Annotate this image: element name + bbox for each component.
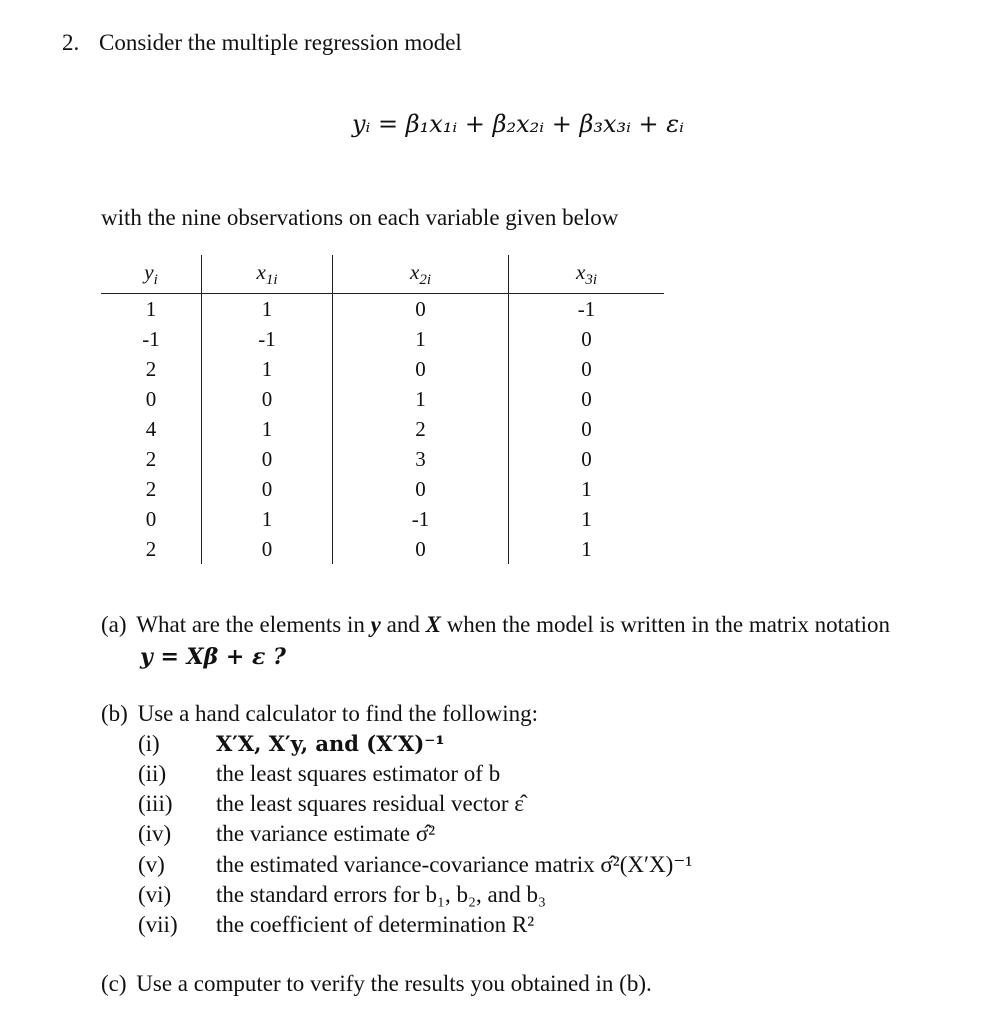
list-item-number: (iv) xyxy=(138,821,172,846)
table-row: -1 -1 1 0 xyxy=(101,324,664,354)
part-a-text-2: when the model is written in the matrix notation xyxy=(446,612,890,637)
list-item-number: (iii) xyxy=(138,791,173,816)
table-row: 2 0 3 0 xyxy=(101,444,664,474)
table-row: 4 1 2 0 xyxy=(101,414,664,444)
table-row: 0 1 -1 1 xyxy=(101,504,664,534)
part-a-y: y xyxy=(370,612,381,637)
part-a-and: and xyxy=(386,612,420,637)
part-a-X: X xyxy=(425,612,441,637)
problem-header xyxy=(62,30,462,56)
part-b-label: (b) xyxy=(101,701,128,726)
list-item xyxy=(138,791,524,817)
list-item xyxy=(138,882,546,908)
observations-text: with the nine observations on each variable given below xyxy=(101,205,619,230)
part-c-label: (c) xyxy=(101,971,127,996)
list-item-text: the standard errors for b₁, b₂, and b₃ xyxy=(216,882,546,907)
list-item xyxy=(138,731,445,757)
part-a xyxy=(101,612,890,638)
header-x1: $x_{1i}$ xyxy=(202,255,333,294)
problem-number: 2. xyxy=(62,30,80,55)
table-row: 2 0 0 1 xyxy=(101,474,664,504)
list-item-number: (ii) xyxy=(138,761,167,786)
list-item xyxy=(138,821,435,847)
list-item xyxy=(138,852,692,878)
model-equation: yᵢ = β₁x₁ᵢ + β₂x₂ᵢ + β₃x₃ᵢ + εᵢ xyxy=(352,110,685,138)
table-row: 2 0 0 1 xyxy=(101,534,664,564)
part-b xyxy=(101,701,538,727)
part-a-text-1: What are the elements in xyxy=(136,612,365,637)
list-item-text: the variance estimate σ̂² xyxy=(216,821,436,846)
header-y: $y_i$ xyxy=(101,255,202,294)
header-x3: $x_{3i}$ xyxy=(509,255,665,294)
list-item xyxy=(138,912,534,938)
part-c-text: Use a computer to verify the results you obtained in (b). xyxy=(136,971,652,996)
problem-intro: Consider the multiple regression model xyxy=(99,30,462,55)
list-item-number: (i) xyxy=(138,731,160,756)
list-item-text: the least squares estimator of b xyxy=(216,761,501,786)
table-header-row xyxy=(101,255,664,294)
list-item-text: the least squares residual vector ε̂ xyxy=(216,791,524,816)
list-item-text: the coefficient of determination R² xyxy=(216,912,535,937)
table-row: 0 0 1 0 xyxy=(101,384,664,414)
list-item-number: (v) xyxy=(138,852,165,877)
part-c xyxy=(101,971,652,997)
part-a-label: (a) xyxy=(101,612,127,637)
list-item xyxy=(138,761,500,787)
list-item-text: the estimated variance-covariance matrix σ̂²(X′X)⁻¹ xyxy=(216,852,693,877)
list-item-number: (vii) xyxy=(138,912,178,937)
table-row: 1 1 0 -1 xyxy=(101,294,664,325)
part-b-text: Use a hand calculator to find the following: xyxy=(137,701,539,726)
list-item-number: (vi) xyxy=(138,882,172,907)
header-x2: $x_{2i}$ xyxy=(333,255,509,294)
list-item-text: X′X, X′y, and (X′X)⁻¹ xyxy=(216,731,445,756)
part-a-equation: y = Xβ + ε ? xyxy=(140,644,286,670)
table-row: 2 1 0 0 xyxy=(101,354,664,384)
data-table xyxy=(101,255,664,564)
